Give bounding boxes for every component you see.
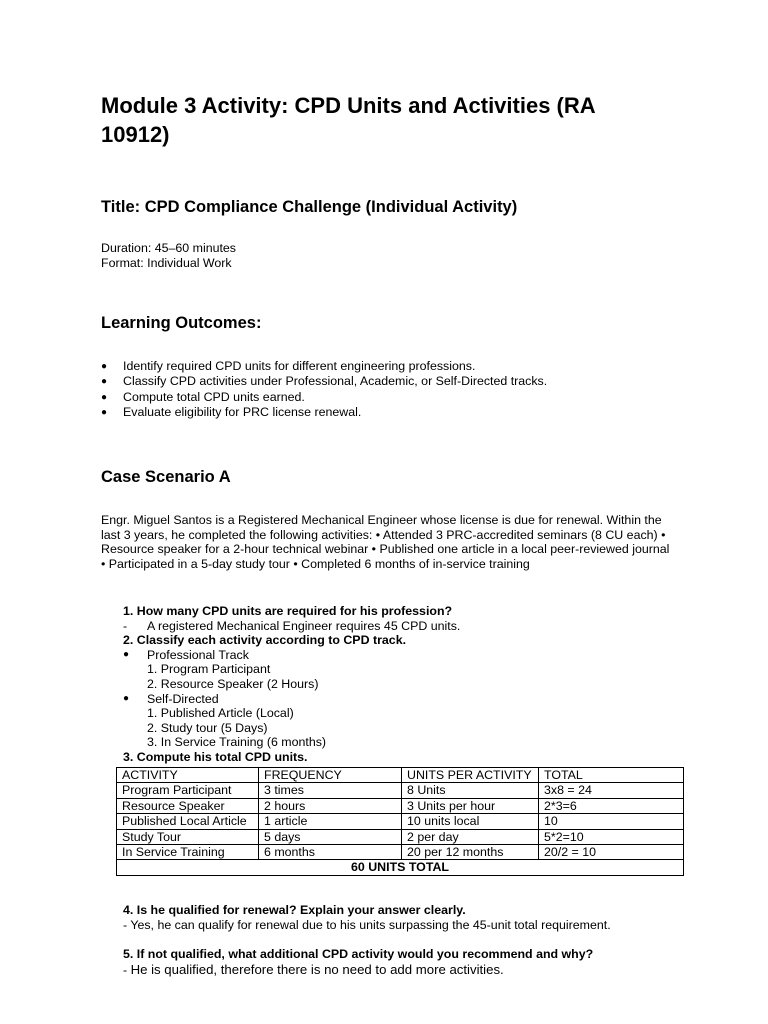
- activity-subtitle: Title: CPD Compliance Challenge (Individual Activity): [101, 198, 518, 216]
- list-item: [101, 405, 547, 420]
- track-name: Professional Track: [147, 647, 249, 662]
- track-professional: [123, 648, 683, 663]
- answer-1-text: A registered Mechanical Engineer requires 45 CPD units.: [147, 618, 461, 633]
- dash-marker: -: [123, 618, 128, 633]
- duration-text: Duration: 45–60 minutes: [101, 241, 237, 255]
- table-cell: In Service Training: [117, 845, 259, 860]
- table-cell: 2 hours: [259, 798, 402, 813]
- cpd-units-table: [116, 767, 684, 876]
- document-title: Module 3 Activity: CPD Units and Activities (RA 10912): [101, 93, 595, 147]
- total-units-cell: 60 UNITS TOTAL: [117, 860, 684, 875]
- table-header-cell: FREQUENCY: [259, 768, 402, 783]
- track-self-directed: [123, 692, 683, 707]
- table-cell: 2*3=6: [539, 798, 684, 813]
- table-cell: 3x8 = 24: [539, 783, 684, 798]
- learning-outcomes-list: [101, 359, 547, 420]
- table-cell: Published Local Article: [117, 814, 259, 829]
- track-item: 1. Published Article (Local): [147, 706, 294, 721]
- table-header-row: [117, 768, 684, 783]
- activity-meta: [101, 241, 236, 271]
- bullet-icon: ●: [101, 391, 108, 403]
- table-cell: Program Participant: [117, 783, 259, 798]
- table-cell: 1 article: [259, 814, 402, 829]
- question-5-block: [123, 947, 593, 978]
- table-cell: 10: [539, 814, 684, 829]
- case-scenario-text: Engr. Miguel Santos is a Registered Mechanical Engineer whose license is due for renewal. Within the last 3 years, he completed the following activities: • Attended 3 PRC-accredited seminars (8 CU each) • Resource speaker for a 2-hour technical webinar • Published one article in a local peer-reviewed journal • Participated in a 5-day study tour • Completed 6 months of in-service training: [101, 513, 670, 571]
- table-cell: 5*2=10: [539, 829, 684, 844]
- track-item: 2. Study tour (5 Days): [147, 720, 268, 735]
- answer-4: - Yes, he can qualify for renewal due to his units surpassing the 45-unit total requirement.: [123, 918, 611, 932]
- table-cell: 20 per 12 months: [402, 845, 539, 860]
- track-item: 3. In Service Training (6 months): [147, 735, 327, 750]
- question-3: 3. Compute his total CPD units.: [123, 749, 308, 764]
- table-total-row: [117, 860, 684, 875]
- case-scenario-heading: Case Scenario A: [101, 468, 231, 486]
- track-item: 1. Program Participant: [147, 662, 271, 677]
- answer-5: [123, 962, 593, 978]
- table-cell: 20/2 = 10: [539, 845, 684, 860]
- table-header-cell: UNITS PER ACTIVITY: [402, 768, 539, 783]
- answer-5-dash: -: [123, 963, 131, 977]
- table-cell: Resource Speaker: [117, 798, 259, 813]
- bullet-icon: ●: [101, 361, 108, 372]
- outcome-text: Compute total CPD units earned.: [123, 389, 305, 404]
- table-cell: 10 units local: [402, 814, 539, 829]
- track-item: 2. Resource Speaker (2 Hours): [147, 676, 319, 691]
- table-row: [117, 814, 684, 829]
- table-cell: 8 Units: [402, 783, 539, 798]
- bullet-icon: ●: [123, 692, 130, 704]
- bullet-icon: ●: [101, 406, 108, 418]
- table-cell: 2 per day: [402, 829, 539, 844]
- table-cell: 3 Units per hour: [402, 798, 539, 813]
- question-4-block: [123, 903, 611, 933]
- list-item: [101, 359, 547, 374]
- table-header-cell: TOTAL: [539, 768, 684, 783]
- table-row: [117, 783, 684, 798]
- table-cell: 3 times: [259, 783, 402, 798]
- table-row: [117, 798, 684, 813]
- list-item: [101, 374, 547, 389]
- list-item: [101, 390, 547, 405]
- outcome-text: Identify required CPD units for different engineering professions.: [123, 359, 476, 373]
- question-4: 4. Is he qualified for renewal? Explain your answer clearly.: [123, 903, 466, 917]
- outcome-text: Classify CPD activities under Professional, Academic, or Self-Directed tracks.: [123, 374, 548, 389]
- questions-block: [123, 604, 683, 765]
- question-2: 2. Classify each activity according to CPD track.: [123, 633, 407, 648]
- track-name: Self-Directed: [147, 691, 219, 706]
- bullet-icon: ●: [123, 648, 130, 660]
- table-cell: 5 days: [259, 829, 402, 844]
- format-text: Format: Individual Work: [101, 256, 232, 270]
- table-row: [117, 829, 684, 844]
- answer-1: [123, 619, 683, 634]
- learning-outcomes-heading: Learning Outcomes:: [101, 314, 262, 332]
- bullet-icon: ●: [101, 376, 108, 388]
- question-1: 1. How many CPD units are required for his profession?: [123, 604, 453, 618]
- outcome-text: Evaluate eligibility for PRC license renewal.: [123, 404, 362, 419]
- question-5: 5. If not qualified, what additional CPD activity would you recommend and why?: [123, 947, 594, 961]
- table-cell: 6 months: [259, 845, 402, 860]
- answer-5-text: He is qualified, therefore there is no need to add more activities.: [130, 962, 504, 977]
- table-cell: Study Tour: [117, 829, 259, 844]
- table-row: [117, 845, 684, 860]
- table-header-cell: ACTIVITY: [117, 768, 259, 783]
